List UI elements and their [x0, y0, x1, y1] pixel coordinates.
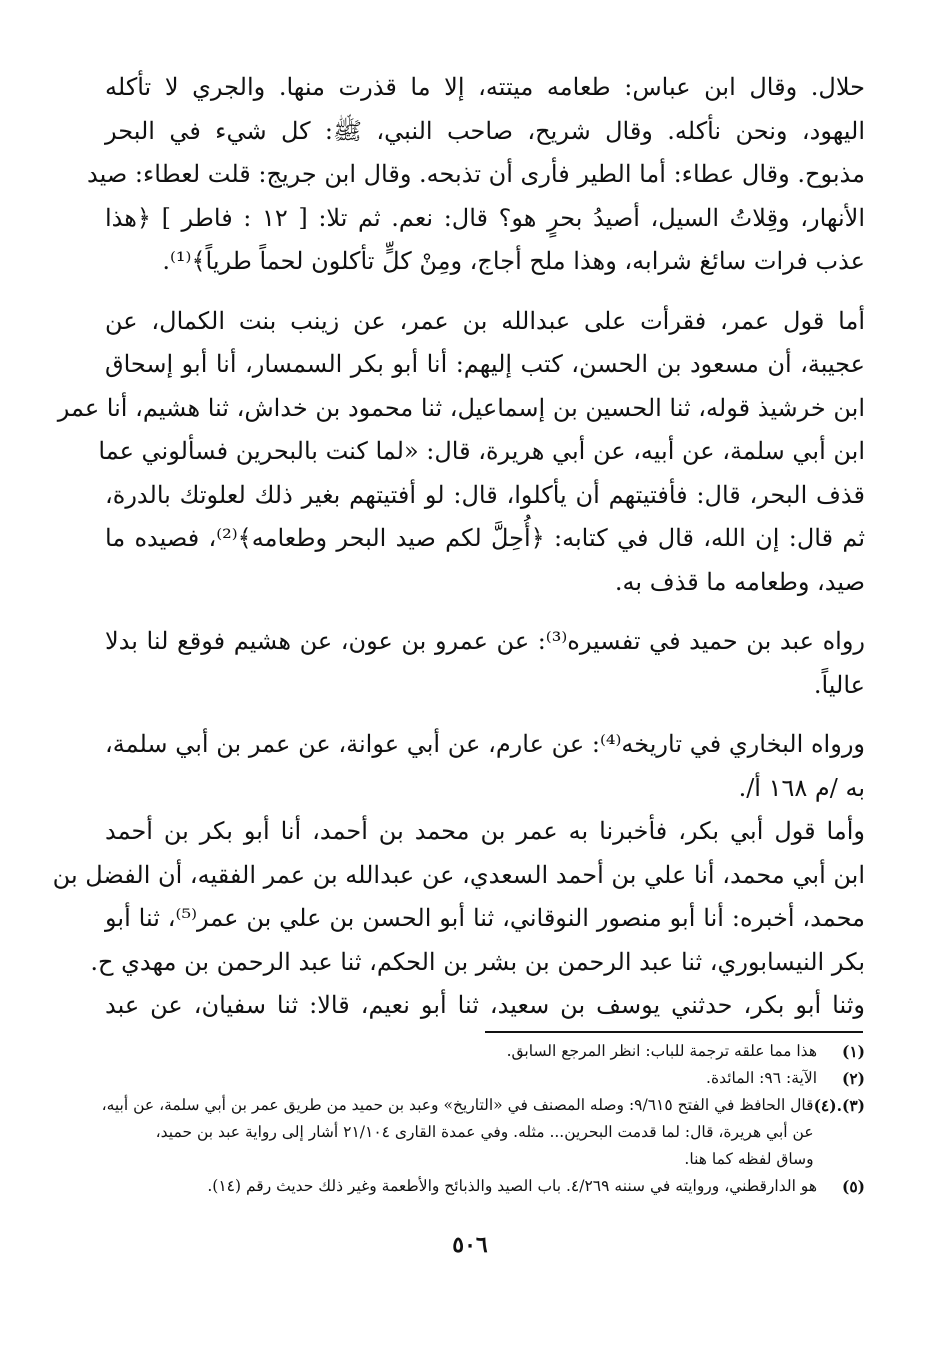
- footnotes: [101, 1038, 865, 1200]
- footnote: [110, 1038, 865, 1065]
- paragraph: [52, 810, 865, 1028]
- text-line: ابن خرشيذ قوله، ثنا الحسين بن إسماعيل، ثنا محمود بن خداش، ثنا هشيم، أنا عمر: [57, 393, 865, 422]
- footnote-number: (٥): [841, 1177, 865, 1196]
- footnote-text: عن أبي هريرة، قال: لما قدمت البحرين... مثله. وفي عمدة القارى ٢١/١٠٤ أشار إلى رواية عبد بن حميد،: [155, 1123, 814, 1141]
- text-line: به /م ١٦٨ أ/.: [738, 773, 865, 802]
- page-number: ٥٠٦: [452, 1232, 488, 1258]
- footnote-text: وساق لفظه كما هنا.: [684, 1150, 814, 1168]
- footnote-text: الآية: ٩٦: المائدة.: [706, 1069, 817, 1087]
- text-line: ابن أبي محمد، أنا علي بن أحمد السعدي، عن عبدالله بن عمر الفقيه، أن الفضل بن: [52, 860, 865, 889]
- text-line: وأما قول أبي بكر، فأخبرنا به عمر بن محمد بن أحمد، أنا أبو بكر بن أحمد: [105, 817, 865, 845]
- text-line: وثنا أبو بكر، حدثني يوسف بن سعيد، ثنا أبو نعيم، قالا: ثنا سفيان، عن عبد: [105, 991, 865, 1019]
- text-line: عالياً.: [813, 670, 865, 699]
- footnote: [110, 1173, 865, 1200]
- text-line: قذف البحر، قال: فأفتيتهم أن يأكلوا، قال: لو أفتيتهم بغير ذلك لعلوتك بالدرة،: [105, 480, 865, 509]
- footnote-number: (٢): [841, 1069, 865, 1088]
- text-line: بكر النيسابوري، ثنا عبد الرحمن بن بشر بن الحكم، ثنا عبد الرحمن بن مهدي ح.: [90, 947, 865, 976]
- text-line: صيد، وطعامه ما قذف به.: [614, 567, 865, 596]
- text-line: أما قول عمر، فقرأت على عبدالله بن عمر، عن زينب بنت الكمال، عن: [105, 306, 865, 335]
- footnote-text: هو الدارقطني، وروايته في سننه ٤/٢٦٩. باب الصيد والذبائح والأطعمة وغير ذلك حديث رقم (١٤).: [207, 1177, 817, 1195]
- text-line: رواه عبد بن حميد في تفسيره⁽³⁾: عن عمرو بن عون، عن هشيم فوقع لنا بدلا: [105, 627, 866, 655]
- footnote-text: هذا مما علقه ترجمة للباب: انظر المرجع السابق.: [506, 1042, 817, 1060]
- text-line: الأنهار، وقِلاتُ السيل، أصيدُ بحرٍ هو؟ قال: نعم. ثم تلا: [ ١٢ : فاطر ] ﴿هذا: [105, 203, 865, 232]
- text-line: ورواه البخاري في تاريخه⁽⁴⁾: عن عارم، عن أبي عوانة، عن عمر بن أبي سلمة،: [105, 730, 865, 758]
- paragraph: [105, 723, 865, 810]
- paragraph: [87, 66, 866, 284]
- footnote-text: قال الحافظ في الفتح ٩/٦١٥: وصله المصنف في «التاريخ» وعبد بن حميد من طريق عمر بن أبي سلمة، عن أبيه،: [101, 1096, 814, 1114]
- footnote-divider: [485, 1031, 863, 1033]
- footnote-number: (٣).(٤): [813, 1096, 865, 1115]
- text-line: عجيبة، أن مسعود بن الحسن، كتب إليهم: أنا أبو بكر السمسار، أنا أبو إسحاق: [105, 350, 865, 378]
- footnote: [110, 1065, 865, 1092]
- text-line: اليهود، ونحن نأكله. وقال شريح، صاحب النبي، ﷺ: كل شيء في البحر: [105, 116, 866, 145]
- text-line: ابن أبي سلمة، عن أبيه، عن أبي هريرة، قال: «لما كنت بالبحرين فسألوني عما: [98, 437, 865, 465]
- main-text: [52, 66, 866, 1028]
- footnote-number: (١): [841, 1042, 865, 1061]
- text-line: مذبوح. وقال عطاء: أما الطير فأرى أن تذبحه. وقال ابن جريج: قلت لعطاء: صيد: [87, 160, 865, 188]
- text-line: محمد، أخبره: أنا أبو منصور النوقاني، ثنا أبو الحسن بن علي بن عمر⁽⁵⁾، ثنا أبو: [105, 904, 865, 932]
- footnote: [101, 1092, 865, 1173]
- text-line: ثم قال: إن الله، قال في كتابه: ﴿أُحِلَّ لكم صيد البحر وطعامه﴾⁽²⁾، فصيده ما: [105, 524, 866, 552]
- text-line: عذب فرات سائغ شرابه، وهذا ملح أجاج، ومِنْ كلٍّ تأكلون لحماً طرياً﴾⁽¹⁾.: [162, 247, 865, 275]
- paragraph: [105, 620, 865, 707]
- text-line: حلال. وقال ابن عباس: طعامه ميتته، إلا ما قذرت منها. والجري لا تأكله: [105, 73, 865, 101]
- paragraph: [57, 300, 866, 605]
